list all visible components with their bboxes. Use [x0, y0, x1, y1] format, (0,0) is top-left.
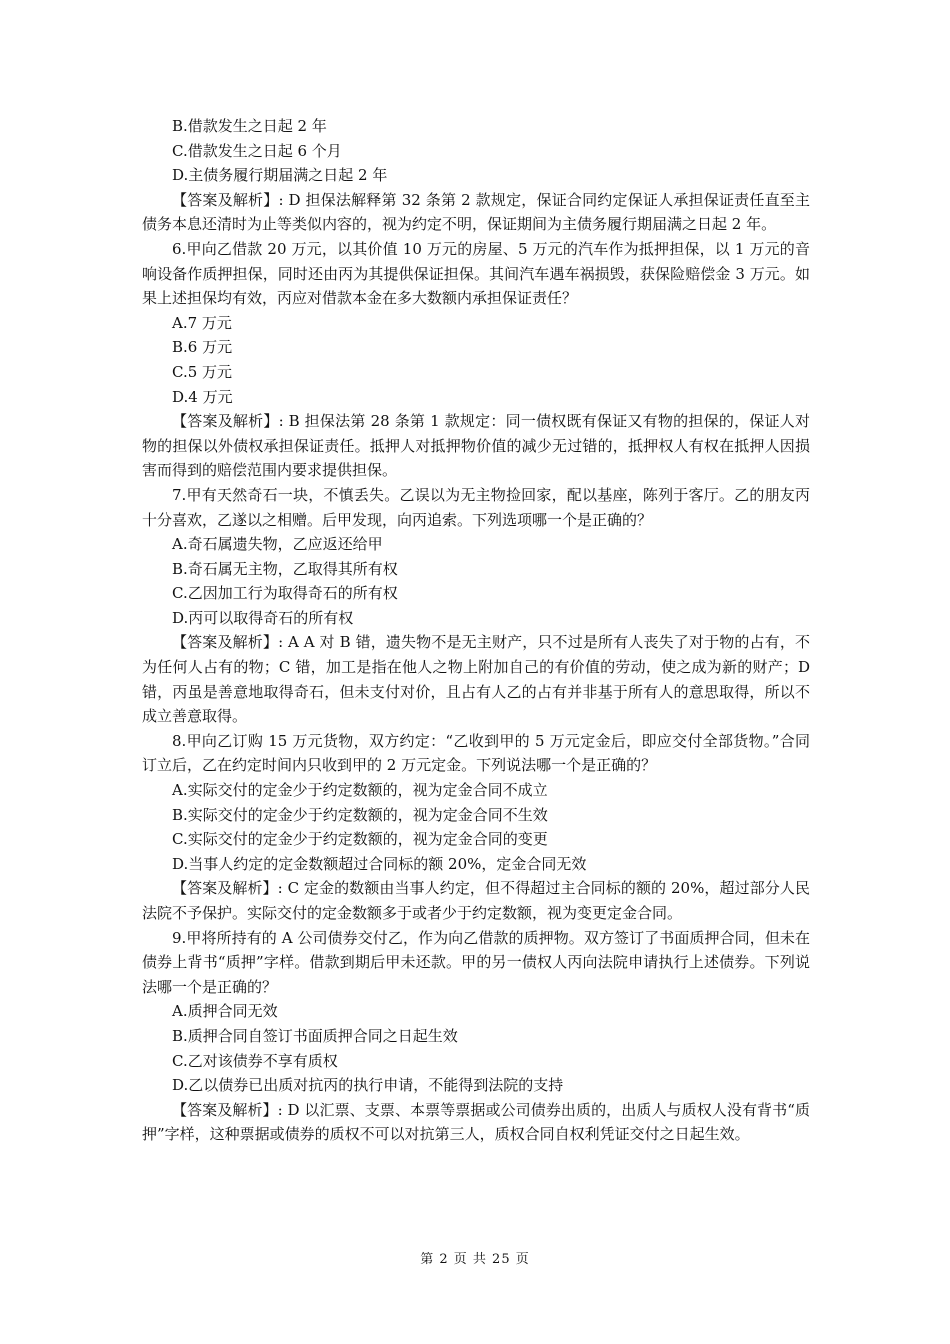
option-b-q9: B.质押合同自签订书面质押合同之日起生效 [172, 1026, 458, 1045]
page-number: 第 2 页 共 25 页 [420, 1252, 530, 1267]
question-7: 7.甲有天然奇石一块，不慎丢失。乙误以为无主物捡回家，配以基座，陈列于客厅。乙的朋友丙十分喜欢，乙遂以之相赠。后甲发现，向丙追索。下列选项哪一个是正确的？ [142, 485, 810, 529]
question-8: 8.甲向乙订购 15 万元货物，双方约定：“乙收到甲的 5 万元定金后，即应交付全部货物。”合同订立后，乙在约定时间内只收到甲的 2 万元定金。下列说法哪一个是正确的？ [142, 731, 810, 775]
option-b-q6: B.6 万元 [172, 338, 233, 357]
option-b-q7: B.奇石属无主物，乙取得其所有权 [172, 559, 398, 578]
option-b-q5: B.借款发生之日起 2 年 [172, 117, 327, 135]
document-body [142, 114, 810, 1147]
question-6: 6.甲向乙借款 20 万元，以其价值 10 万元的房屋、5 万元的汽车作为抵押担保，以 1 万元的音响设备作质押担保，同时还由丙为其提供保证担保。其间汽车遇车祸损毁，获保险赔偿金 3 万元。如果上述担保均有效，丙应对借款本金在多大数额内承担保证责任？ [142, 239, 810, 308]
option-d-q6: D.4 万元 [172, 387, 233, 406]
option-d-q9: D.乙以债券已出质对抗丙的执行申请，不能得到法院的支持 [172, 1076, 564, 1095]
answer-q9: 【答案及解析】: D 以汇票、支票、本票等票据或公司债券出质的，出质人与质权人没有背书“质押”字样，这种票据或债券的质权不可以对抗第三人，质权合同自权利凭证交付之日起生效。 [142, 1100, 810, 1144]
option-b-q8: B.实际交付的定金少于约定数额的，视为定金合同不生效 [172, 805, 548, 824]
option-a-q7: A.奇石属遗失物，乙应返还给甲 [172, 535, 383, 554]
option-a-q6: A.7 万元 [172, 313, 232, 332]
answer-q8: 【答案及解析】: C 定金的数额由当事人约定，但不得超过主合同标的额的 20%，超过部分人民法院不予保护。实际交付的定金数额多于或者少于约定数额，视为变更定金合同。 [142, 879, 810, 922]
option-c-q6: C.5 万元 [172, 362, 233, 381]
option-d-q8: D.当事人约定的定金数额超过合同标的额 20%，定金合同无效 [172, 854, 587, 873]
option-a-q9: A.质押合同无效 [172, 1002, 278, 1021]
option-c-q8: C.实际交付的定金少于约定数额的，视为定金合同的变更 [172, 830, 548, 849]
answer-q6: 【答案及解析】: B 担保法第 28 条第 1 款规定：同一债权既有保证又有物的担保的，保证人对物的担保以外债权承担保证责任。抵押人对抵押物价值的减少无过错的，抵押权人有权在抵押人因损害而得到的赔偿范围内要求提供担保。 [142, 412, 810, 480]
answer-q5: 【答案及解析】: D 担保法解释第 32 条第 2 款规定，保证合同约定保证人承担保证责任直至主债务本息还清时为止等类似内容的，视为约定不明，保证期间为主债务履行期届满之日起 2 年。 [142, 190, 810, 234]
option-d-q7: D.丙可以取得奇石的所有权 [172, 608, 354, 627]
option-c-q5: C.借款发生之日起 6 个月 [172, 141, 342, 160]
answer-q7: 【答案及解析】: A A 对 B 错，遗失物不是无主财产，只不过是所有人丧失了对于物的占有，不为任何人占有的物；C 错，加工是指在他人之物上附加自己的有价值的劳动，使之成为新的财产；D 错，丙虽是善意地取得奇石，但未支付对价，且占有人乙的占有并非基于所有人的意思取得，所以不成立善意取得。 [142, 633, 810, 726]
option-d-q5: D.主债务履行期届满之日起 2 年 [172, 166, 388, 185]
option-c-q9: C.乙对该债券不享有质权 [172, 1051, 338, 1070]
option-a-q8: A.实际交付的定金少于约定数额的，视为定金合同不成立 [172, 781, 548, 800]
option-c-q7: C.乙因加工行为取得奇石的所有权 [172, 584, 398, 603]
question-9: 9.甲将所持有的 A 公司债券交付乙，作为向乙借款的质押物。双方签订了书面质押合同，但未在债券上背书“质押”字样。借款到期后甲未还款。甲的另一债权人丙向法院申请执行上述债券。下列说法哪一个是正确的？ [142, 928, 810, 996]
